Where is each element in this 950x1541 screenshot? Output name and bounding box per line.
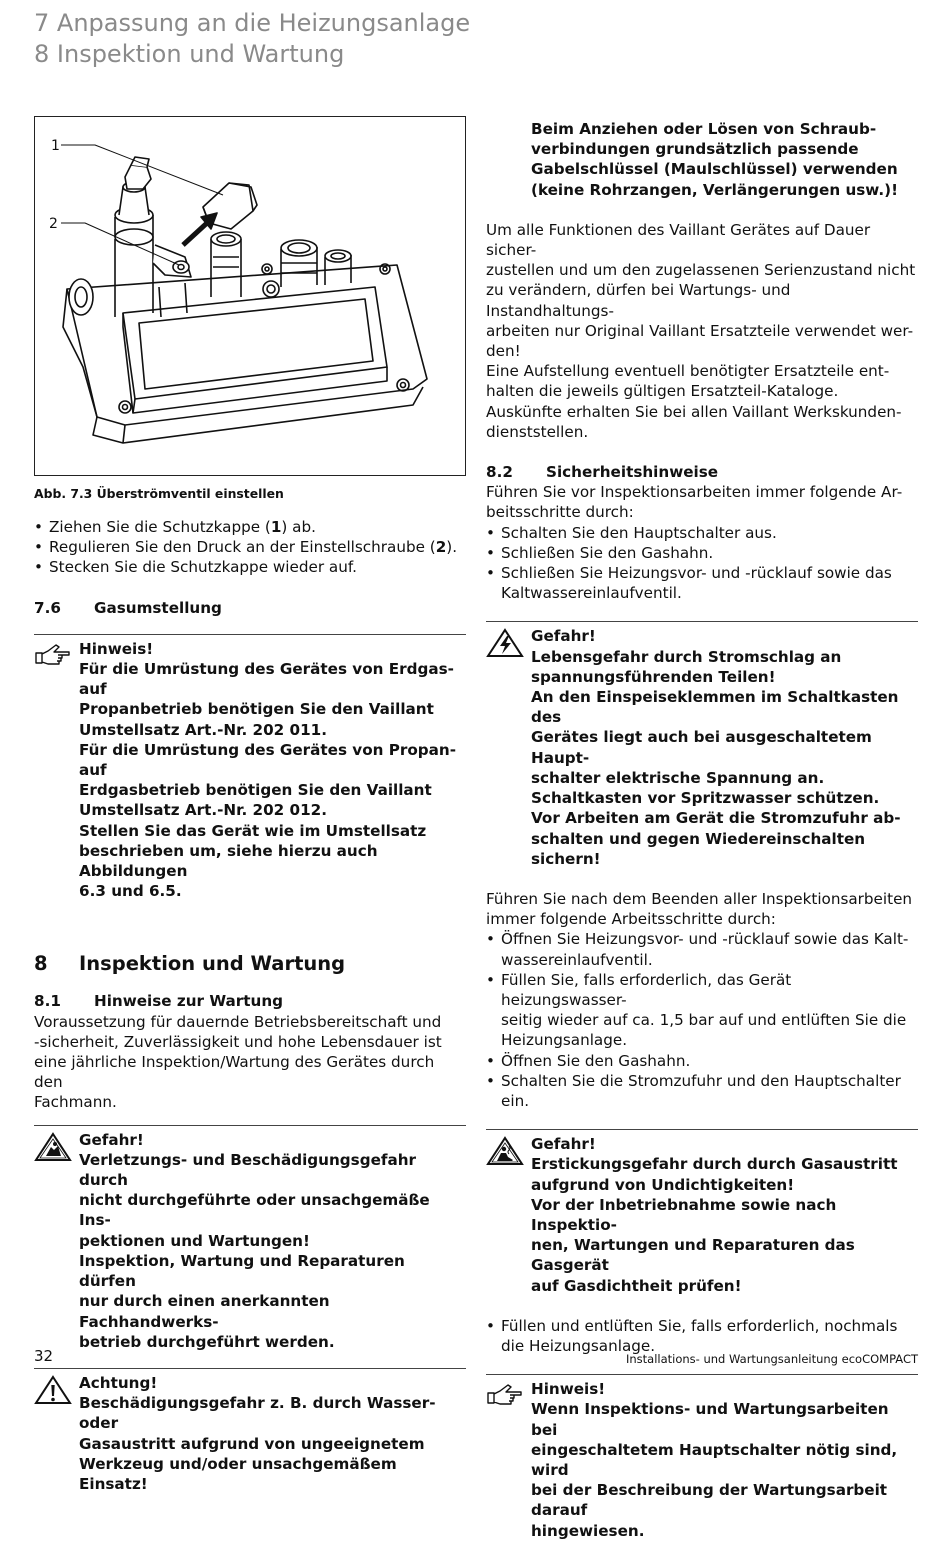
- notice-text: Beschädigungsgefahr z. B. durch Wasser- oder Gasaustritt aufgrund von ungeeignetem Werkzeug und/oder unsachgemäßem Einsatz!: [79, 1394, 436, 1493]
- list-item: • Schalten Sie den Hauptschalter aus.: [486, 523, 918, 543]
- notice-text: Wenn Inspektions- und Wartungsarbeiten bei eingeschaltetem Hauptschalter nötig sind, wird bei der Beschreibung der Wartungsarbeit darauf hingewiesen.: [531, 1400, 898, 1540]
- section-title: Inspektion und Wartung: [79, 952, 346, 976]
- list-item-ref: 2: [435, 538, 447, 557]
- notice-text: Lebensgefahr durch Stromschlag an spannungsführenden Teilen! An den Einspeiseklemmen im Schaltkasten des Gerätes liegt auch bei ausgeschaltetem Haupt- schalter elektrische Spannung an. Schaltkasten vor Spritzwasser schützen. Vor Arbeiten am Gerät die Stromzufuhr ab- schalten und gegen Wiedereinschalten sichern!: [531, 647, 901, 868]
- hinweis-gas-conversion: [34, 634, 466, 902]
- notice-title: Gefahr!: [79, 1130, 144, 1149]
- wrench-notice: Beim Anziehen oder Lösen von Schraub- verbindungen grundsätzlich passende Gabelschlüssel (Maulschlüssel) verwenden (keine Rohrzangen, Verlängerungen usw.)!: [531, 120, 898, 199]
- section-8-1-heading: [34, 991, 466, 1011]
- list-item: • Füllen und entlüften Sie, falls erforderlich, nochmals die Heizungsanlage.: [486, 1316, 918, 1356]
- list-item-text: Regulieren Sie den Druck an der Einstellschraube (: [49, 538, 436, 557]
- notice-text: Verletzungs- und Beschädigungsgefahr durch nicht durchgeführte oder unsachgemäße Ins- pektionen und Wartungen! Inspektion, Wartung und Reparaturen dürfen nur durch einen anerkannten Fachhandwerks- betrieb durchgeführt werden.: [79, 1150, 430, 1351]
- section-number: 7.6: [34, 598, 61, 617]
- section-title: Sicherheitshinweise: [546, 463, 719, 482]
- gefahr-gas-leak: [486, 1129, 918, 1296]
- notice-title: Gefahr!: [531, 627, 596, 646]
- list-item: • Schließen Sie den Gashahn.: [486, 543, 918, 563]
- list-item-text: Ziehen Sie die Schutzkappe (: [49, 518, 271, 536]
- page-header: [34, 8, 470, 70]
- list-item-text: ).: [446, 538, 458, 557]
- spare-parts-paragraph: Um alle Funktionen des Vaillant Gerätes auf Dauer sicher- zustellen und um den zugelassenen Serienzustand nicht zu verändern, dürfen bei Wartungs- und Instandhaltungs- arbeiten nur Original Vaillant Ersatzteile verwendet wer- den! Eine Aufstellung eventuell benötigter Ersatzteile ent- halten die jeweils gültigen Ersatzteil-Kataloge. Auskünfte erhalten Sie bei allen Vaillant Werkskunden- dienststellen.: [486, 220, 916, 441]
- warning-electric-icon: [486, 628, 524, 658]
- warning-injury-icon: [34, 1132, 72, 1162]
- section-8-heading: [34, 951, 466, 977]
- right-column: [486, 119, 918, 1541]
- page-number: 32: [34, 1347, 54, 1365]
- figure-label-2: 2: [49, 216, 58, 232]
- section-number: 8.2: [486, 463, 513, 482]
- section-number: 8.1: [34, 992, 61, 1011]
- section-8-2-heading: [486, 462, 918, 482]
- section-8-2-text: Führen Sie vor Inspektionsarbeiten immer folgende Ar- beitsschritte durch:: [486, 483, 903, 522]
- figure-caption: Abb. 7.3 Überströmventil einstellen: [34, 486, 284, 501]
- list-item: • Öffnen Sie Heizungsvor- und -rücklauf sowie das Kalt- wassereinlaufventil.: [486, 929, 918, 969]
- gefahr-electric-shock: [486, 621, 918, 868]
- warning-suffocation-icon: [486, 1136, 524, 1166]
- section-7-6-heading: [34, 598, 466, 618]
- list-item-ref: 1: [270, 518, 282, 536]
- post-inspection-intro: Führen Sie nach dem Beenden aller Inspektionsarbeiten immer folgende Arbeitsschritte durch:: [486, 889, 913, 929]
- figure-overflow-valve: [34, 116, 466, 476]
- pointing-hand-icon: [486, 1381, 524, 1411]
- section-title: Hinweise zur Wartung: [94, 992, 284, 1011]
- notice-text: Erstickungsgefahr durch durch Gasaustritt aufgrund von Undichtigkeiten! Vor der Inbetriebnahme sowie nach Inspektio- nen, Wartungen und Reparaturen das Gasgerät auf Gasdichtheit prüfen!: [531, 1155, 898, 1295]
- list-item: • Öffnen Sie den Gashahn.: [486, 1051, 918, 1071]
- notice-text: Für die Umrüstung des Gerätes von Erdgas- auf Propanbetrieb benötigen Sie den Vaillant Umstellsatz Art.-Nr. 202 011. Für die Umrüstung des Gerätes von Propan- auf Erdgasbetrieb benötigen Sie den Vaillant Umstellsatz Art.-Nr. 202 012. Stellen Sie das Gerät wie im Umstellsatz beschrieben um, siehe hierzu auch Abbildungen 6.3 und 6.5.: [79, 660, 457, 901]
- list-item: • Schließen Sie Heizungsvor- und -rücklauf sowie das Kaltwassereinlaufventil.: [486, 563, 918, 603]
- document-title: Installations- und Wartungsanleitung ecoCOMPACT: [625, 1352, 918, 1366]
- list-item-text: ) ab.: [281, 518, 316, 536]
- notice-title: Hinweis!: [79, 639, 154, 658]
- notice-title: Achtung!: [79, 1373, 158, 1392]
- post-inspection-steps: [486, 929, 918, 1111]
- gefahr-injury: [34, 1125, 466, 1352]
- list-item: [34, 557, 466, 577]
- list-item: [34, 537, 466, 557]
- figure-label-1: 1: [51, 138, 60, 154]
- valve-illustration: [35, 117, 465, 475]
- notice-title: Gefahr!: [531, 1135, 596, 1154]
- left-column: [34, 116, 466, 1494]
- pointing-hand-icon: [34, 641, 72, 671]
- section-title: Gasumstellung: [94, 598, 222, 617]
- section-number: 8: [34, 952, 48, 976]
- header-line-2: 8 Inspektion und Wartung: [34, 40, 345, 68]
- achtung-tool-damage: [34, 1368, 466, 1494]
- header-line-1: 7 Anpassung an die Heizungsanlage: [34, 9, 471, 37]
- section-8-1-text: Voraussetzung für dauernde Betriebsbereitschaft und -sicherheit, Zuverlässigkeit und hohe Lebensdauer ist eine jährliche Inspektion/Wartung des Gerätes durch den Fachmann.: [34, 1012, 442, 1112]
- notice-title: Hinweis!: [531, 1380, 606, 1399]
- warning-exclamation-icon: [34, 1375, 72, 1405]
- list-item-text: Stecken Sie die Schutzkappe wieder auf.: [49, 558, 357, 577]
- hinweis-main-switch: [486, 1374, 918, 1541]
- list-item: [34, 517, 466, 537]
- adjust-steps-list: [34, 517, 466, 578]
- list-item: • Füllen Sie, falls erforderlich, das Gerät heizungswasser- seitig wieder auf ca. 1,5 bar auf und entlüften Sie die Heizungsanlage.: [486, 970, 918, 1051]
- list-item: • Schalten Sie die Stromzufuhr und den Hauptschalter ein.: [486, 1071, 918, 1111]
- pre-inspection-steps: [486, 523, 918, 604]
